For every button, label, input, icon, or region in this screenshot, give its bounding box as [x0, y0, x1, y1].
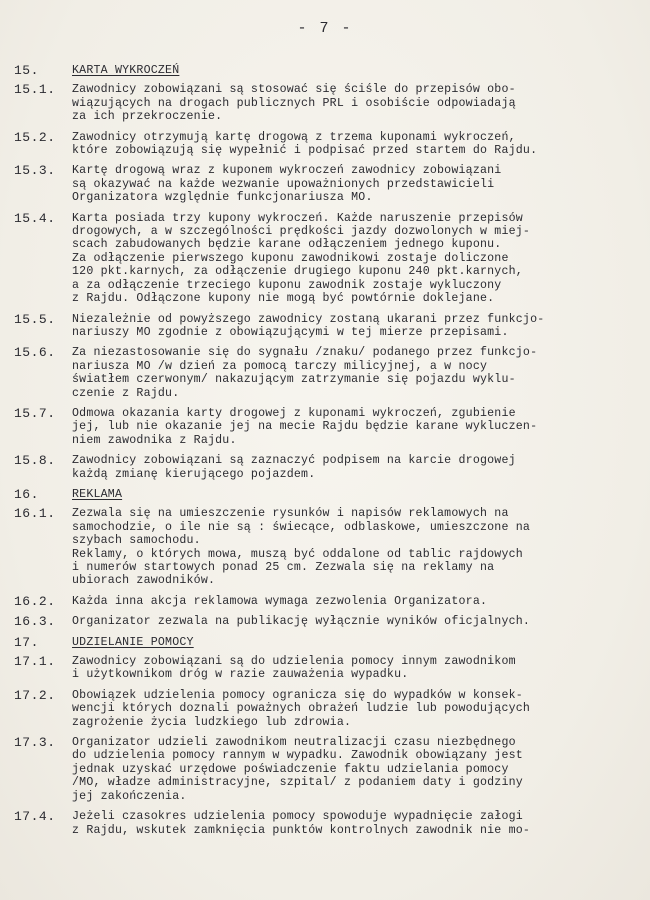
paragraph-text	[72, 164, 650, 204]
paragraph-text	[72, 655, 650, 682]
text-line: Niezależnie od powyższego zawodnicy zostaną ukarani przez funkcjo-	[72, 312, 545, 326]
text-line: REKLAMA	[72, 487, 123, 501]
text-line: niem zawodnika z Rajdu.	[72, 433, 237, 447]
text-line: Każda inna akcja reklamowa wymaga zezwolenia Organizatora.	[72, 594, 488, 608]
regulation-paragraph	[0, 736, 650, 803]
text-line: Organizatora względnie funkcjonariusza MO.	[72, 191, 373, 205]
paragraph-number: 16.3.	[14, 614, 56, 630]
paragraph-number: 15.	[14, 63, 39, 78]
paragraph-text	[72, 636, 650, 649]
text-line: wencji których doznali poważnych obrażeń ludzie lub powodujących	[72, 702, 531, 716]
paragraph-text	[72, 212, 650, 306]
paragraph-number: 15.7.	[14, 405, 56, 421]
text-line: Zawodnicy otrzymują kartę drogową z trzema kuponami wykroczeń,	[72, 130, 516, 144]
text-line: jej, lub nie okazanie jej na mecie Rajdu będzie karane wykluczen-	[72, 420, 538, 434]
text-line: a za odłączenie trzeciego kuponu zawodnik zostaje wykluczony	[72, 278, 502, 292]
text-line: szybach samochodu.	[72, 534, 201, 548]
paragraph-text	[72, 407, 650, 447]
paragraph-text	[72, 507, 650, 587]
regulation-paragraph	[0, 689, 650, 729]
text-line: scach zabudowanych będzie karane odłączeniem jednego kuponu.	[72, 238, 502, 252]
paragraph-number: 17.3.	[14, 735, 56, 751]
paragraph-number: 17.4.	[14, 809, 56, 825]
regulation-paragraph	[0, 313, 650, 340]
paragraph-number: 15.1.	[14, 82, 56, 98]
text-line: za ich przekroczenie.	[72, 110, 223, 124]
section-heading	[0, 636, 650, 649]
text-line: wiązujących na drogach publicznych PRL i osobiście odpowiadają	[72, 96, 516, 110]
text-line: i numerów startowych ponad 25 cm. Zezwala się na reklamy na	[72, 561, 495, 574]
paragraph-text	[72, 615, 650, 628]
text-line: z Rajdu, wskutek zamknięcia punktów kontrolnych zawodnik nie mo-	[72, 823, 531, 837]
paragraph-number: 17.	[14, 634, 39, 650]
text-line: Zawodnicy zobowiązani są stosować się ściśle do przepisów obo-	[72, 83, 516, 97]
text-line: Organizator zezwala na publikację wyłącznie wyników oficjalnych.	[72, 615, 531, 629]
text-line: ubiorach zawodników.	[72, 574, 216, 588]
section-heading	[0, 64, 650, 77]
paragraph-text	[72, 346, 650, 400]
regulation-items	[0, 62, 650, 844]
text-line: Za niezastosowanie się do sygnału /znaku/ podanego przez funkcjo-	[72, 346, 538, 360]
text-line: Zawodnicy zobowiązani są do udzielenia pomocy innym zawodnikom	[72, 655, 516, 669]
regulation-paragraph	[0, 346, 650, 400]
regulation-paragraph	[0, 507, 650, 587]
paragraph-text	[72, 810, 650, 837]
text-line: światłem czerwonym/ nakazującym zatrzymanie się pojazdu wyklu-	[72, 373, 516, 387]
text-line: jednak uzyskać urzędowe poświadczenie faktu udzielania pomocy	[72, 762, 509, 776]
text-line: Kartę drogową wraz z kuponem wykroczeń zawodnicy zobowiązani	[72, 164, 502, 178]
paragraph-number: 15.5.	[14, 311, 56, 327]
text-line: i użytkownikom dróg w razie zauważenia wypadku.	[72, 668, 409, 682]
text-line: KARTA WYKROCZEŃ	[72, 64, 180, 77]
paragraph-number: 16.	[14, 486, 39, 502]
text-line: Za odłączenie pierwszego kuponu zawodnikowi zostaje doliczone	[72, 251, 509, 265]
text-line: z Rajdu. Odłączone kupony nie mogą być powtórnie doklejane.	[72, 292, 495, 306]
paragraph-number: 16.2.	[14, 593, 56, 609]
text-line: jej zakończenia.	[72, 789, 187, 803]
paragraph-text	[72, 736, 650, 803]
regulation-paragraph	[0, 655, 650, 682]
text-line: nariusza MO /w dzień za pomocą tarczy milicyjnej, a w nocy	[72, 359, 488, 373]
section-heading	[0, 488, 650, 501]
paragraph-text	[72, 131, 650, 158]
regulation-paragraph	[0, 407, 650, 447]
text-line: które zobowiązują się wypełnić i podpisać przed startem do Rajdu.	[72, 144, 538, 158]
text-line: Zezwala się na umieszczenie rysunków i napisów reklamowych na	[72, 507, 509, 521]
text-line: 120 pkt.karnych, za odłączenie drugiego kuponu 240 pkt.karnych,	[72, 265, 523, 279]
text-line: nariuszy MO zgodnie z obowiązującymi w tej mierze przepisami.	[72, 325, 509, 339]
regulation-paragraph	[0, 131, 650, 158]
paragraph-number: 15.6.	[14, 345, 56, 361]
text-line: czenie z Rajdu.	[72, 386, 180, 400]
paragraph-text	[72, 313, 650, 340]
text-line: Reklamy, o których mowa, muszą być oddalone od tablic rajdowych	[72, 547, 523, 561]
paragraph-text	[72, 83, 650, 123]
paragraph-number: 15.8.	[14, 453, 56, 469]
paragraph-number: 17.1.	[14, 654, 56, 670]
text-line: Organizator udzieli zawodnikom neutralizacji czasu niezbędnego	[72, 736, 516, 750]
paragraph-number: 15.3.	[14, 163, 56, 179]
text-line: Zawodnicy zobowiązani są zaznaczyć podpisem na karcie drogowej	[72, 454, 516, 468]
text-line: drogowych, a w szczególności prędkości jazdy dozwolonych w miej-	[72, 225, 531, 239]
text-line: Obowiązek udzielenia pomocy ogranicza się do wypadków w konsek-	[72, 688, 523, 702]
regulation-paragraph	[0, 454, 650, 481]
regulation-paragraph	[0, 164, 650, 204]
text-line: zagrożenie życia ludzkiego lub zdrowia.	[72, 715, 352, 729]
paragraph-number: 17.2.	[14, 687, 56, 703]
paragraph-text	[72, 595, 650, 608]
text-line: /MO, władze administracyjne, szpital/ z podaniem daty i godziny	[72, 776, 523, 790]
text-line: są okazywać na każde wezwanie upoważnionych przedstawicieli	[72, 177, 495, 191]
text-line: UDZIELANIE POMOCY	[72, 635, 194, 649]
paragraph-number: 15.2.	[14, 129, 56, 145]
text-line: każdą zmianę kierującego pojazdem.	[72, 467, 316, 481]
paragraph-text	[72, 64, 650, 77]
paragraph-text	[72, 488, 650, 501]
regulation-paragraph	[0, 83, 650, 123]
paragraph-text	[72, 689, 650, 729]
paragraph-text	[72, 454, 650, 481]
text-line: Jeżeli czasokres udzielenia pomocy spowoduje wypadnięcie załogi	[72, 810, 523, 824]
paragraph-number: 15.4.	[14, 210, 56, 226]
paragraph-number: 16.1.	[14, 506, 56, 522]
text-line: do udzielenia pomocy rannym w wypadku. Zawodnik obowiązany jest	[72, 749, 523, 763]
text-line: Karta posiada trzy kupony wykroczeń. Każde naruszenie przepisów	[72, 211, 523, 225]
regulation-paragraph	[0, 615, 650, 628]
regulation-paragraph	[0, 595, 650, 608]
page-number: - 7 -	[297, 20, 353, 37]
text-line: Odmowa okazania karty drogowej z kuponami wykroczeń, zgubienie	[72, 406, 516, 420]
regulation-paragraph	[0, 810, 650, 837]
regulation-paragraph	[0, 212, 650, 306]
text-line: samochodzie, o ile nie są : świecące, odblaskowe, umieszczone na	[72, 520, 531, 534]
